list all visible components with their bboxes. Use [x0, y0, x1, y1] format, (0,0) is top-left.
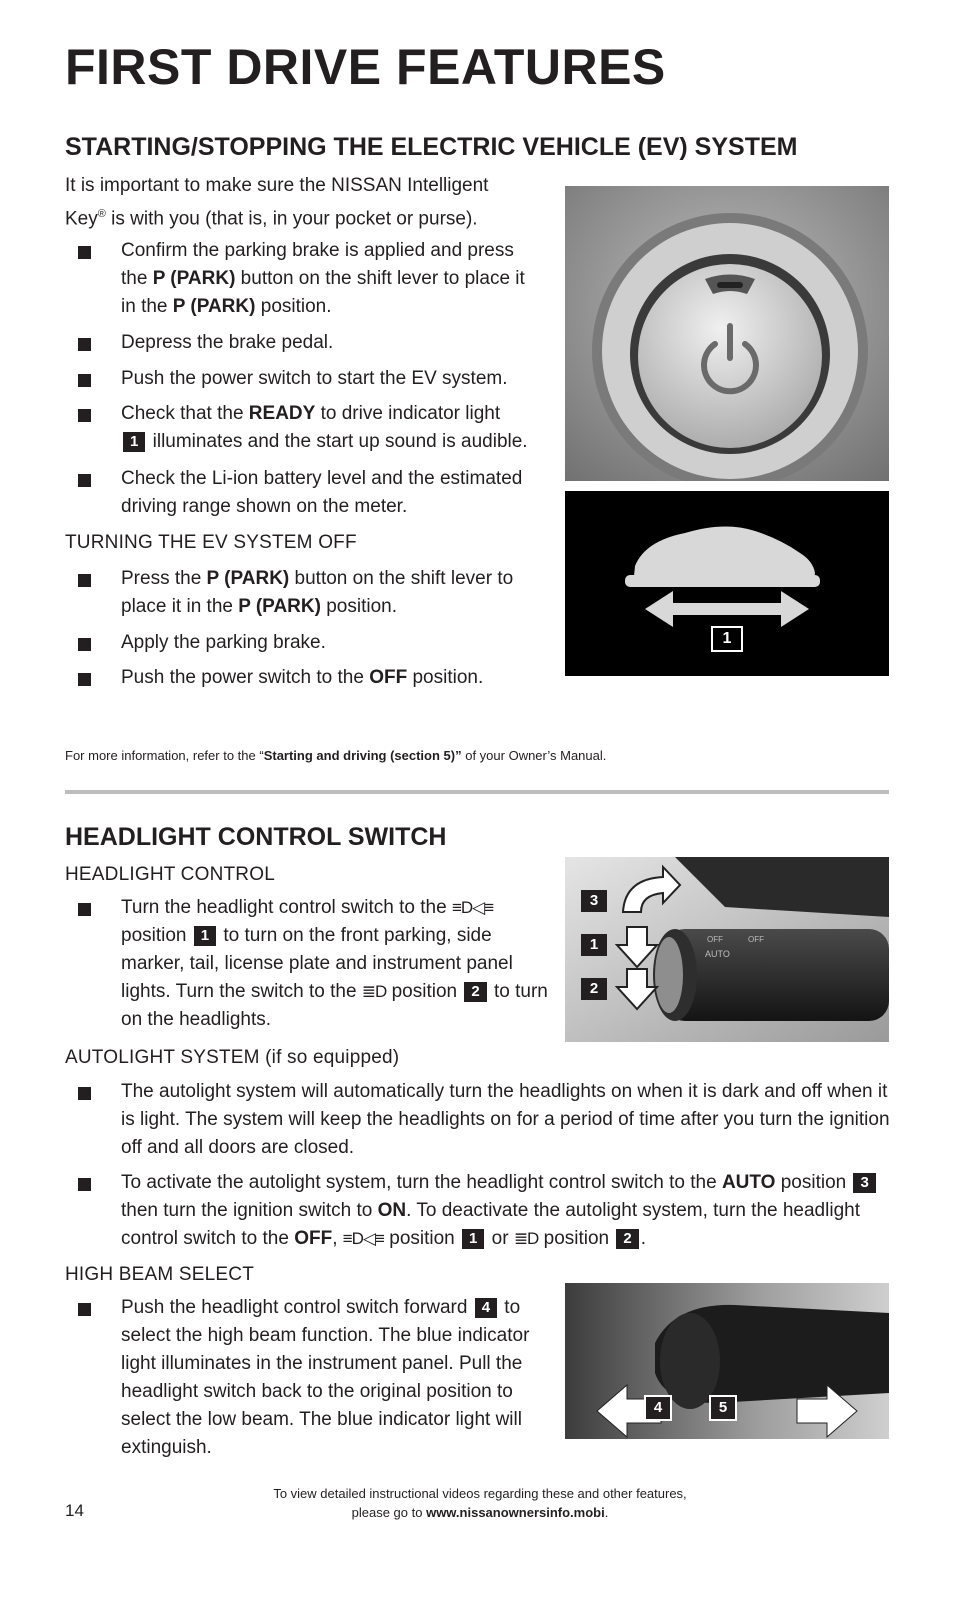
headlight-stalk-photo	[565, 857, 889, 1042]
list-item: Push the headlight control switch forward 4 to select the high beam function. The blue indicator light illuminates in the instrument panel. Pull the headlight switch back to the original position to select the low beam. The blue indicator light will extinguish.	[78, 1294, 553, 1462]
footer-line2: please go to	[351, 1505, 427, 1520]
footer-url-link[interactable]: www.nissanownersinfo.mobi	[426, 1505, 605, 1520]
headlight-icon: ≣D	[361, 982, 387, 1001]
callout-number: 2	[589, 980, 599, 997]
ev-reference-note: For more information, refer to the “Starting and driving (section 5)” of your Owner’s Manual.	[65, 748, 607, 763]
list-item: Confirm the parking brake is applied and press the P (PARK) button on the shift lever to place it in the P (PARK) position.	[78, 237, 540, 321]
power-switch-photo	[565, 186, 889, 481]
stalk-label: AUTO	[705, 949, 730, 959]
callout-number: 1	[722, 630, 732, 647]
stalk-label: OFF	[707, 935, 723, 944]
bullet-square-icon	[78, 903, 91, 916]
autolight-subheading: AUTOLIGHT SYSTEM (if so equipped)	[65, 1047, 400, 1068]
registered-mark: ®	[97, 208, 106, 220]
ev-intro-key: Key	[65, 208, 98, 230]
list-item: To activate the autolight system, turn the headlight control switch to the AUTO position 3 then turn the ignition switch to ON. To deactivate the autolight system, turn the headlight control switch to the OFF, ≡D◁≡ position 1 or ≣D position 2 .	[78, 1169, 898, 1253]
headlight-section-heading: HEADLIGHT CONTROL SWITCH	[65, 823, 447, 851]
ev-intro	[65, 172, 535, 233]
section-divider	[65, 790, 889, 794]
callout-number: 5	[718, 1399, 728, 1416]
list-item: Press the P (PARK) button on the shift lever to place it in the P (PARK) position.	[78, 565, 540, 621]
list-item: Turn the headlight control switch to the ≡D◁≡ position 1 to turn on the front parking, side marker, tail, license plate and instrument panel lights. Turn the switch to the ≣D position 2 to turn on the headlights.	[78, 894, 560, 1034]
callout-number: 3	[589, 892, 599, 909]
bullet-square-icon	[78, 1178, 91, 1191]
list-item: Push the power switch to start the EV system.	[78, 365, 540, 393]
callout-number: 1	[194, 926, 216, 946]
list-item: Apply the parking brake.	[78, 629, 540, 657]
bullet-square-icon	[78, 638, 91, 651]
bullet-square-icon	[78, 338, 91, 351]
callout-number: 4	[475, 1298, 497, 1318]
callout-number: 2	[464, 982, 486, 1002]
footer-note: To view detailed instructional videos regarding these and other features, please go to www.nissanownersinfo.mobi.	[273, 1486, 687, 1520]
bullet-square-icon	[78, 474, 91, 487]
power-button-image	[565, 186, 889, 481]
headlight-icon: ≣D	[513, 1229, 539, 1248]
callout-number: 2	[616, 1229, 638, 1249]
stalk-label: OFF	[748, 935, 764, 944]
page-number: 14	[65, 1501, 84, 1520]
callout-number: 1	[589, 936, 599, 953]
list-item: Check that the READY to drive indicator light 1 illuminates and the start up sound is audible.	[78, 400, 548, 456]
bullet-square-icon	[78, 1303, 91, 1316]
callout-number: 1	[462, 1229, 484, 1249]
bullet-square-icon	[78, 409, 91, 422]
bullet-square-icon	[78, 374, 91, 387]
headlight-control-subheading: HEADLIGHT CONTROL	[65, 864, 275, 885]
ev-section-heading: STARTING/STOPPING THE ELECTRIC VEHICLE (EV) SYSTEM	[65, 133, 798, 161]
parking-light-icon: ≡D◁≡	[451, 898, 494, 917]
callout-number: 1	[123, 432, 145, 452]
bullet-square-icon	[78, 246, 91, 259]
ev-off-heading: TURNING THE EV SYSTEM OFF	[65, 532, 357, 553]
ev-intro-line1: It is important to make sure the NISSAN Intelligent	[65, 175, 489, 196]
list-item: Check the Li-ion battery level and the estimated driving range shown on the meter.	[78, 465, 540, 521]
callout-number: 4	[653, 1399, 663, 1416]
footer-line1: To view detailed instructional videos regarding these and other features,	[273, 1486, 687, 1501]
bullet-square-icon	[78, 673, 91, 686]
high-beam-subheading: HIGH BEAM SELECT	[65, 1264, 255, 1285]
ev-intro-line2: is with you (that is, in your pocket or purse).	[105, 208, 478, 230]
high-beam-photo	[565, 1283, 889, 1439]
page-title: FIRST DRIVE FEATURES	[65, 39, 666, 95]
list-item: The autolight system will automatically turn the headlights on when it is dark and off when it is light. The system will keep the headlights on for a period of time after you turn the ignition off and all doors are closed.	[78, 1078, 898, 1162]
ready-indicator-photo	[565, 491, 889, 676]
list-item: Depress the brake pedal.	[78, 329, 540, 357]
callout-number: 3	[853, 1173, 875, 1193]
bullet-square-icon	[78, 1087, 91, 1100]
list-item: Push the power switch to the OFF position.	[78, 664, 540, 692]
parking-light-icon: ≡D◁≡	[342, 1229, 384, 1248]
bullet-square-icon	[78, 574, 91, 587]
